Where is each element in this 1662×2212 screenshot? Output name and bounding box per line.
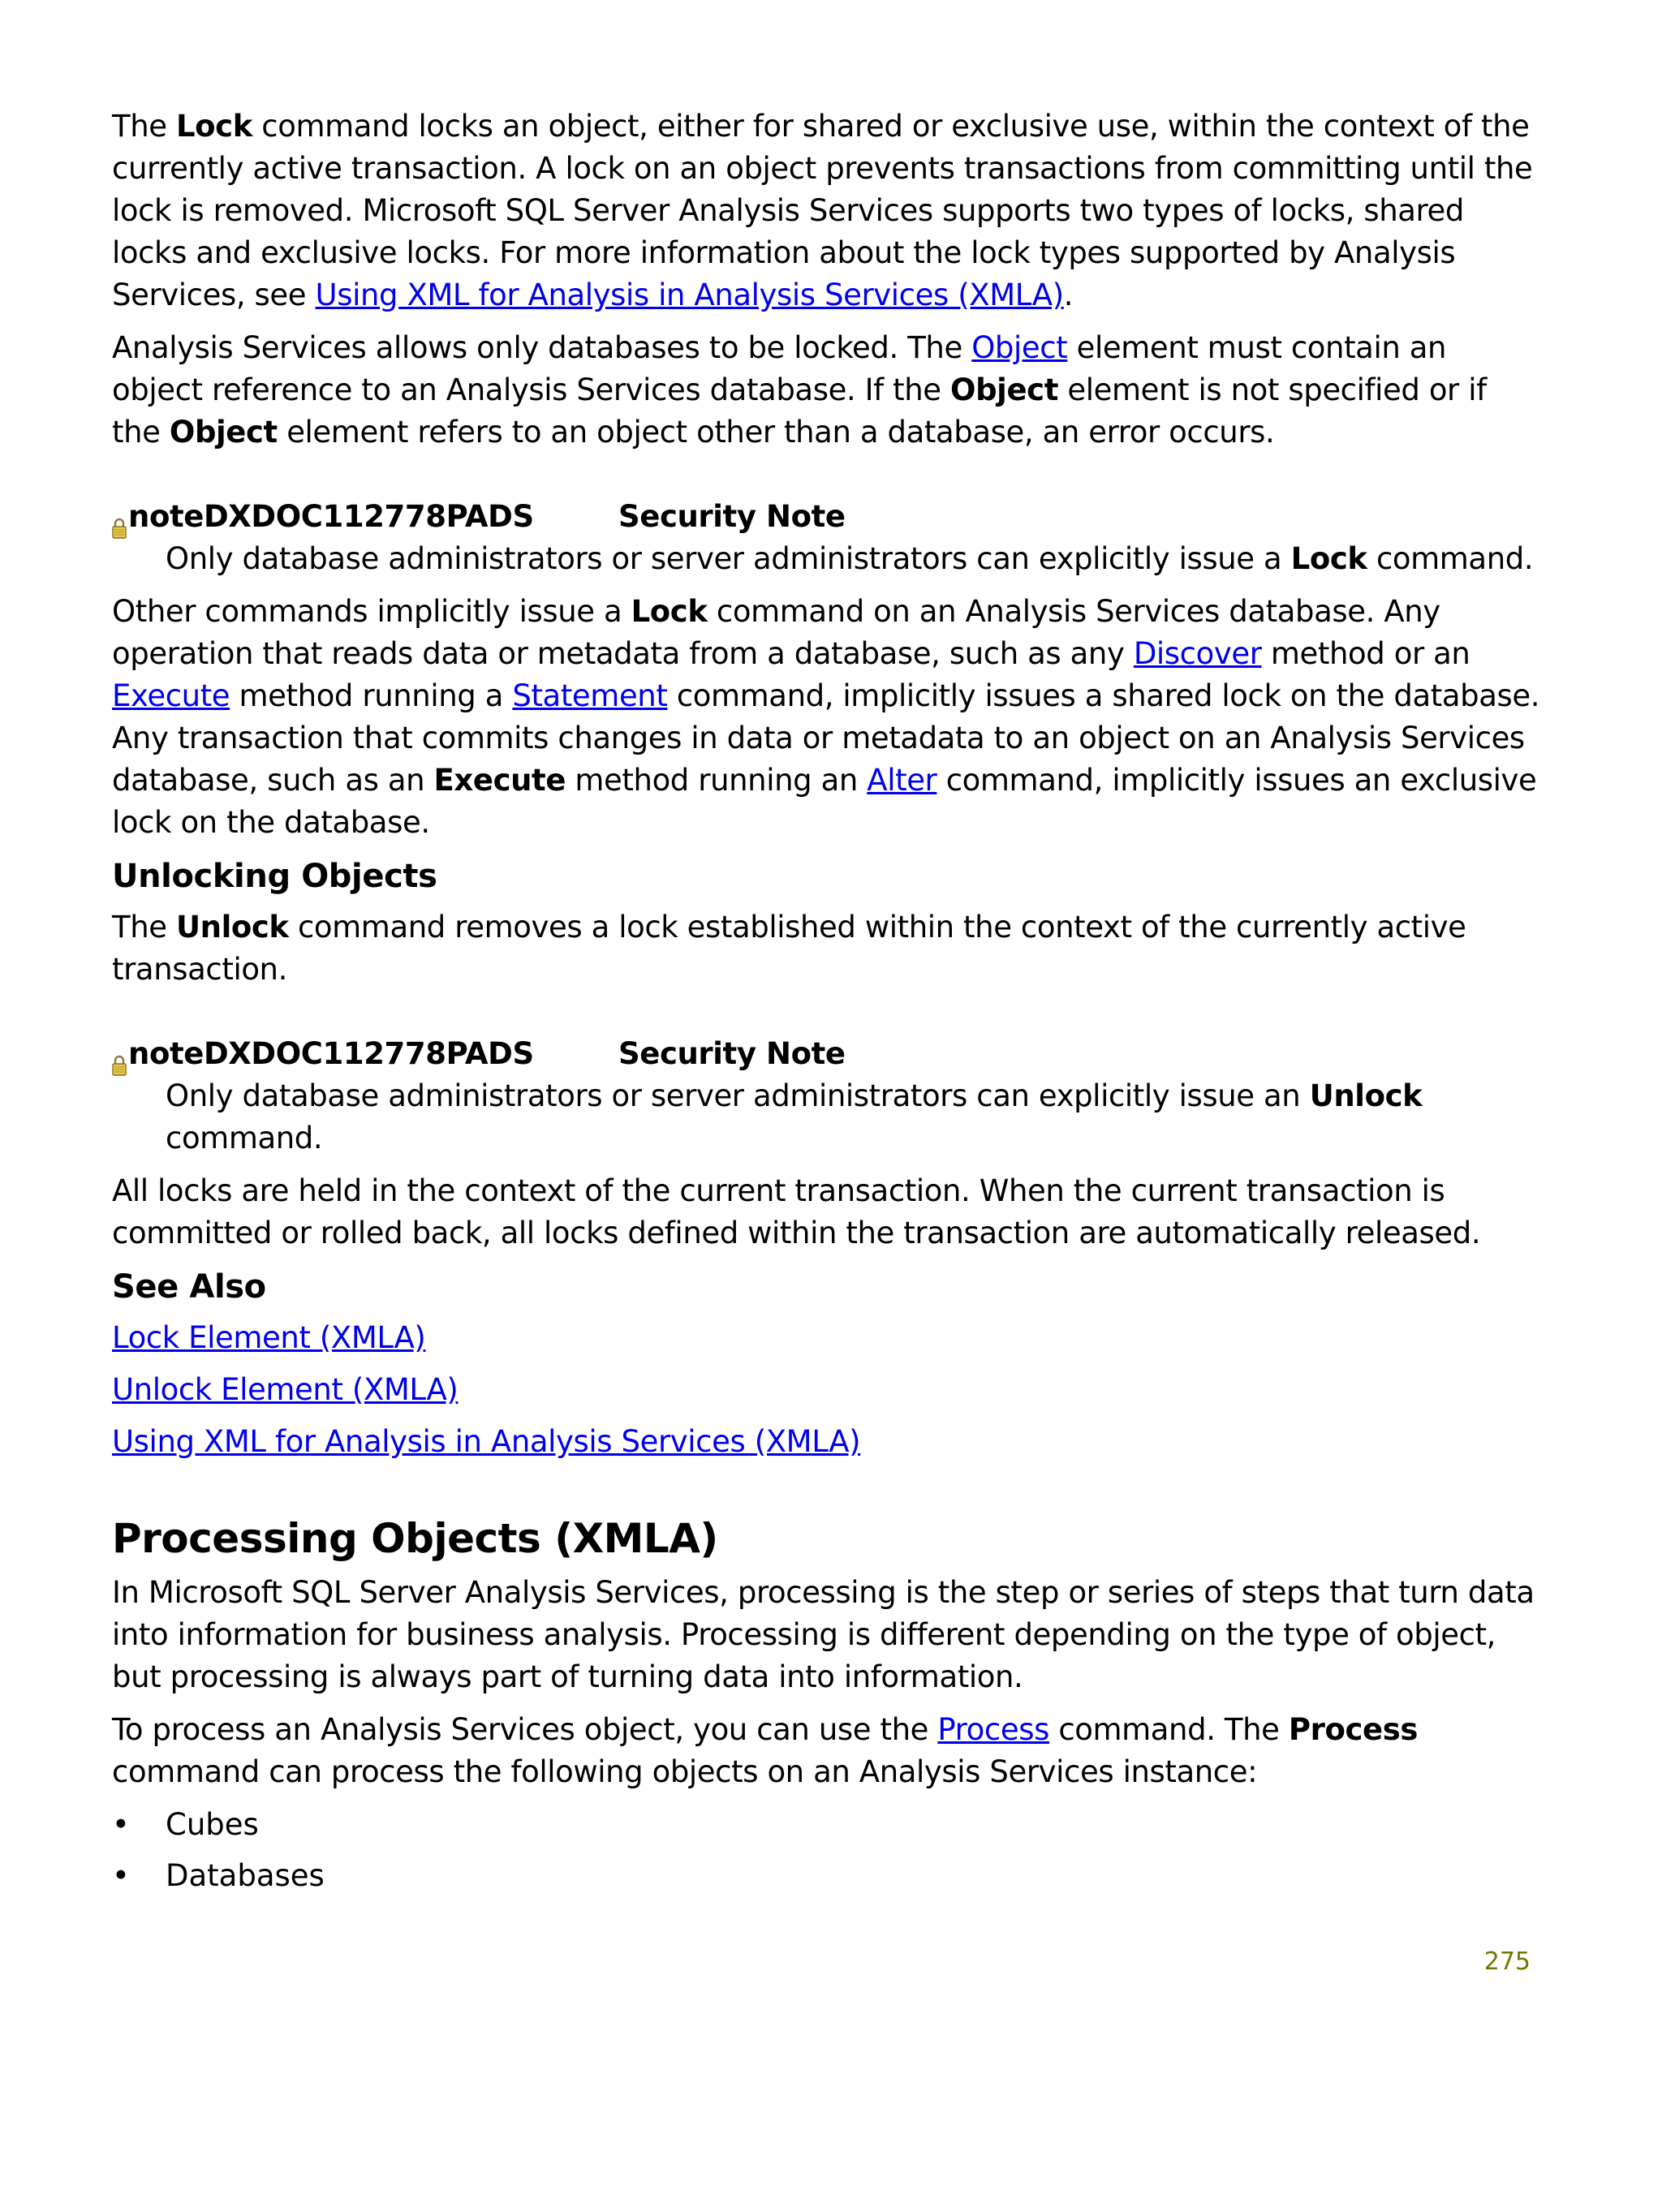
note-title: Security Note (618, 1036, 846, 1071)
process-objects-list (112, 1804, 1540, 1897)
note-header (112, 496, 1540, 538)
note-title: Security Note (618, 499, 846, 534)
paragraph-implicit-lock: Other commands implicitly issue a Lock command on an Analysis Services database. Any operation that reads data or metadata from a database, such as any Discover method or an Execute method running a Statement command, implicitly issues a shared lock on the database. Any transaction that commits changes in data or metadata to an object on an Analysis Services database, such as an Execute method running an Alter command, implicitly issues an exclusive lock on the database. (112, 594, 1540, 840)
bullet-icon: • (112, 1858, 130, 1893)
security-note-unlock (112, 1033, 1540, 1160)
note-id: noteDXDOC112778PADS (128, 499, 534, 534)
paragraph-databases-only: Analysis Services allows only databases to be locked. The Object element must contain an object reference to an Analysis Services database. If the Object element is not specified or if the Object element refers to an object other than a database, an error occurs. (112, 330, 1487, 450)
security-note-lock (112, 496, 1540, 580)
list-item: • Cubes (112, 1804, 1540, 1846)
note-header (112, 1033, 1540, 1075)
heading-see-also: See Also (112, 1268, 266, 1306)
link-unlock-element[interactable]: Unlock Element (XMLA) (112, 1372, 459, 1407)
document-page (112, 105, 1540, 1906)
note-body: Only database administrators or server administrators can explicitly issue an Unlock command. (166, 1078, 1423, 1155)
lock-icon (112, 508, 127, 529)
heading-unlocking-objects: Unlocking Objects (112, 858, 437, 895)
link-alter[interactable]: Alter (867, 763, 937, 798)
link-lock-element[interactable]: Lock Element (XMLA) (112, 1320, 426, 1355)
paragraph-processing-intro: In Microsoft SQL Server Analysis Services, processing is the step or series of steps that turn data into information for business analysis. Processing is different depending on the type of object, but processing is always part of turning data into information. (112, 1575, 1535, 1694)
link-using-xmla[interactable]: Using XML for Analysis in Analysis Services (XMLA) (315, 278, 1064, 312)
paragraph-lock-intro: The Lock command locks an object, either for shared or exclusive use, within the context of the currently active transaction. A lock on an object prevents transactions from committing until the lock is removed. Microsoft SQL Server Analysis Services supports two types of locks, shared locks and exclusive locks. For more information about the lock types supported by Analysis Services, see Using XML for Analysis in Analysis Services (XMLA). (112, 109, 1533, 312)
bullet-icon: • (112, 1807, 130, 1842)
link-process[interactable]: Process (937, 1712, 1049, 1747)
list-item: • Databases (112, 1855, 1540, 1897)
see-also-item (112, 1421, 1540, 1463)
paragraph-locks-released: All locks are held in the context of the current transaction. When the current transaction is committed or rolled back, all locks defined within the transaction are automatically released. (112, 1173, 1481, 1250)
link-statement[interactable]: Statement (512, 678, 668, 713)
heading-processing-objects: Processing Objects (XMLA) (112, 1515, 718, 1562)
page-number: 275 (1483, 1947, 1531, 1976)
paragraph-unlock: The Unlock command removes a lock established within the context of the currently active transaction. (112, 910, 1466, 987)
note-id: noteDXDOC112778PADS (128, 1036, 534, 1071)
see-also-item (112, 1317, 1540, 1359)
link-using-xmla-see-also[interactable]: Using XML for Analysis in Analysis Services (XMLA) (112, 1424, 861, 1459)
note-body: Only database administrators or server administrators can explicitly issue a Lock command. (166, 541, 1534, 576)
paragraph-process-command: To process an Analysis Services object, you can use the Process command. The Process command can process the following objects on an Analysis Services instance: (112, 1712, 1418, 1789)
see-also-item (112, 1369, 1540, 1411)
lock-icon (112, 1045, 127, 1066)
link-object[interactable]: Object (971, 330, 1068, 365)
link-execute[interactable]: Execute (112, 678, 230, 713)
link-discover[interactable]: Discover (1133, 636, 1262, 671)
